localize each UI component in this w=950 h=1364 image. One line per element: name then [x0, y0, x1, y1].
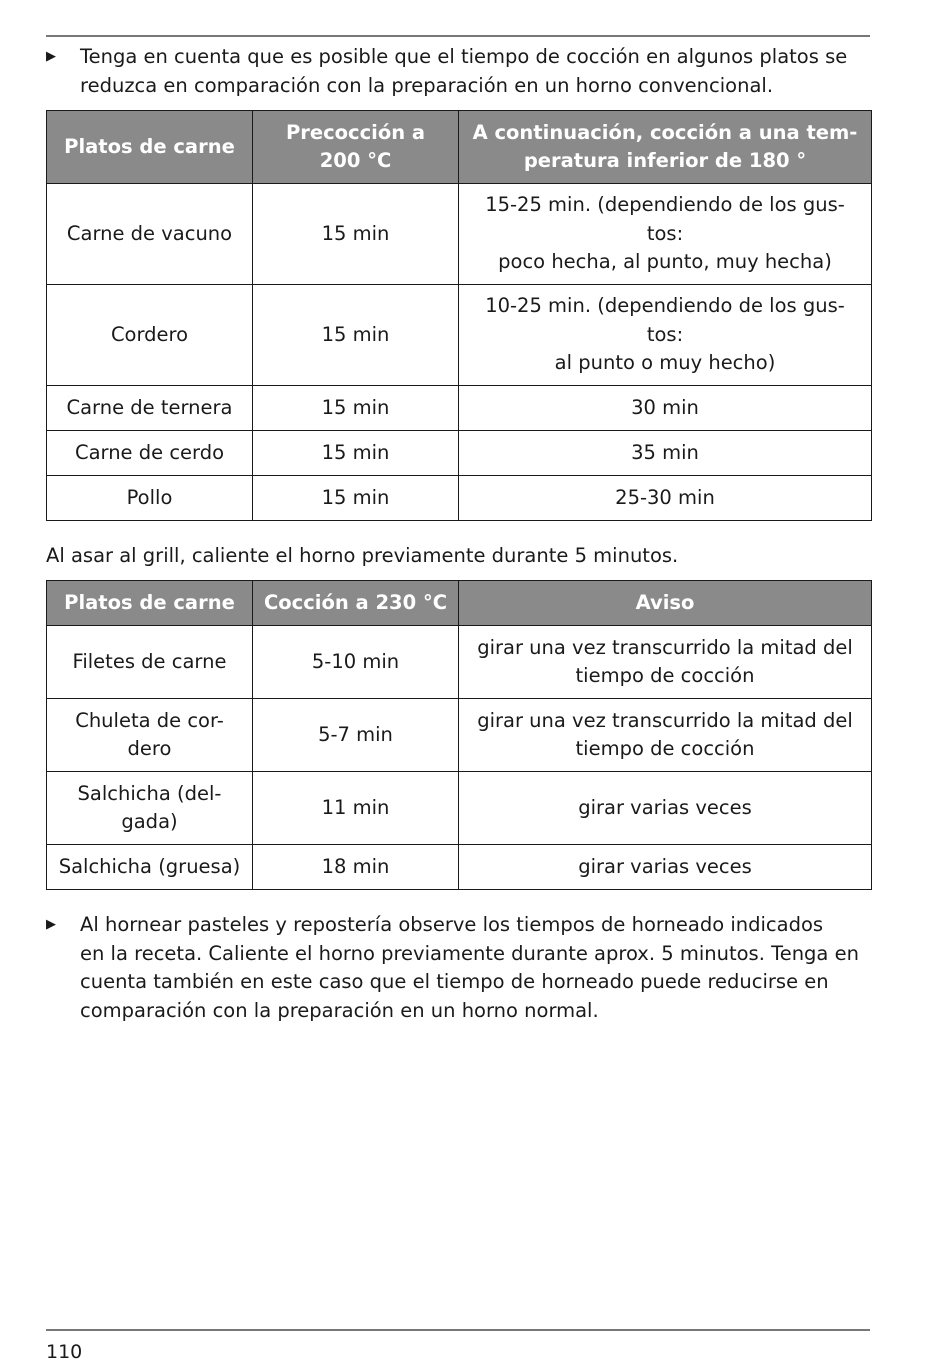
header-cell: Platos de carne	[47, 581, 253, 626]
header-cell: Aviso	[459, 581, 872, 626]
table-row	[47, 476, 872, 521]
table-row	[47, 431, 872, 476]
table-cell: Carne de ternera	[47, 386, 253, 431]
header-cell: Cocción a 230 °C	[253, 581, 459, 626]
meat-precook-table	[46, 110, 872, 521]
table-cell: 30 min	[459, 386, 872, 431]
table-row	[47, 772, 872, 845]
table-cell: Salchicha (del- gada)	[47, 772, 253, 845]
intro-line: reduzca en comparación con la preparación en un horno convencional.	[80, 73, 774, 97]
bullet-triangle-icon: ▶	[46, 917, 56, 932]
table-cell: Filetes de carne	[47, 626, 253, 699]
table-cell: 11 min	[253, 772, 459, 845]
table-cell: 15 min	[253, 184, 459, 285]
table-cell: girar varias veces	[459, 845, 872, 890]
table-cell: girar una vez transcurrido la mitad del tiempo de cocción	[459, 699, 872, 772]
table-cell: 15 min	[253, 285, 459, 386]
table-cell: 15-25 min. (dependiendo de los gus- tos: poco hecha, al punto, muy hecha)	[459, 184, 872, 285]
table-cell: 15 min	[253, 431, 459, 476]
table-row	[47, 184, 872, 285]
page-number: 110	[46, 1341, 83, 1363]
table-header-row	[47, 111, 872, 184]
table-row	[47, 386, 872, 431]
table-cell: Chuleta de cor- dero	[47, 699, 253, 772]
table-row	[47, 626, 872, 699]
outro-line: cuenta también en este caso que el tiempo de horneado puede reducirse en	[80, 970, 829, 993]
table-row	[47, 285, 872, 386]
table-cell: 5-7 min	[253, 699, 459, 772]
header-cell: A continuación, cocción a una tem- peratura inferior de 180 °	[459, 111, 872, 184]
grill-table	[46, 580, 872, 890]
header-cell: Platos de carne	[47, 111, 253, 184]
table-cell: 10-25 min. (dependiendo de los gus- tos: al punto o muy hecho)	[459, 285, 872, 386]
bottom-rule	[46, 1329, 870, 1331]
table-row	[47, 845, 872, 890]
header-cell: Precocción a 200 °C	[253, 111, 459, 184]
table-cell: 15 min	[253, 386, 459, 431]
table-cell: Carne de vacuno	[47, 184, 253, 285]
outro-line: en la receta. Caliente el horno previamente durante aprox. 5 minutos. Tenga en	[80, 941, 859, 965]
table-cell: Pollo	[47, 476, 253, 521]
table-header-row	[47, 581, 872, 626]
outro-line: comparación con la preparación en un horno normal.	[80, 998, 599, 1022]
intro-bullet	[46, 43, 870, 100]
table-cell: Carne de cerdo	[47, 431, 253, 476]
grill-note: Al asar al grill, caliente el horno previamente durante 5 minutos.	[46, 544, 679, 567]
intro-line: Tenga en cuenta que es posible que el tiempo de cocción en algunos platos se	[80, 45, 848, 68]
top-rule	[46, 35, 870, 37]
table-cell: Salchicha (gruesa)	[47, 845, 253, 890]
table-cell: 35 min	[459, 431, 872, 476]
table-cell: 15 min	[253, 476, 459, 521]
table-cell: Cordero	[47, 285, 253, 386]
table-cell: 5-10 min	[253, 626, 459, 699]
table-row	[47, 699, 872, 772]
table-cell: girar una vez transcurrido la mitad del tiempo de cocción	[459, 626, 872, 699]
outro-bullet	[46, 911, 870, 1025]
table-cell: 18 min	[253, 845, 459, 890]
table-cell: 25-30 min	[459, 476, 872, 521]
table-cell: girar varias veces	[459, 772, 872, 845]
outro-line: Al hornear pasteles y repostería observe los tiempos de horneado indicados	[80, 913, 824, 936]
bullet-triangle-icon: ▶	[46, 49, 56, 64]
